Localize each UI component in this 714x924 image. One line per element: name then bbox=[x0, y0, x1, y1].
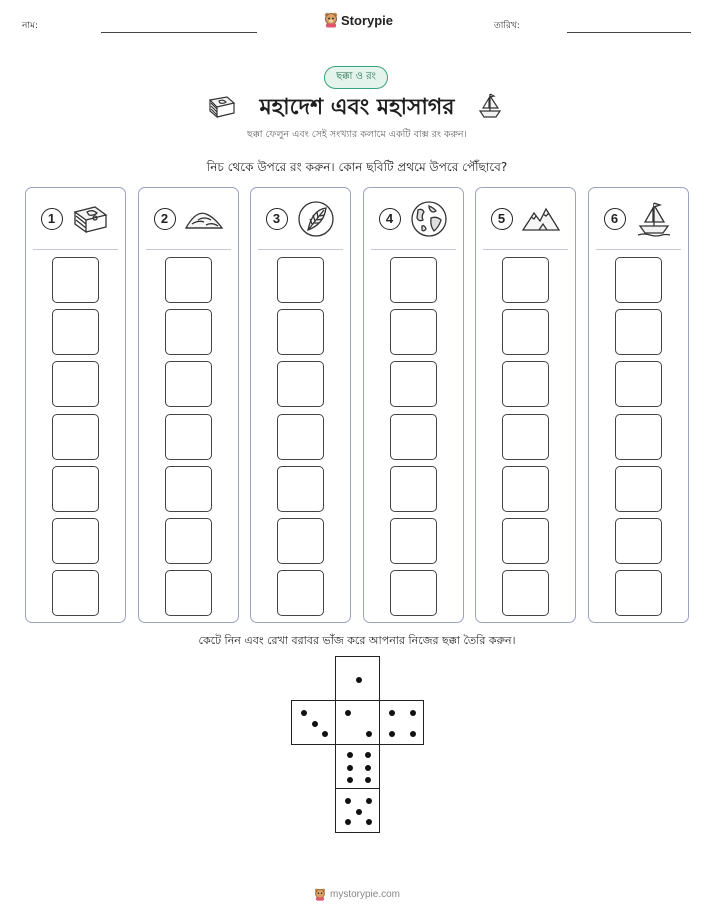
color-box[interactable] bbox=[615, 309, 662, 355]
die-pip bbox=[389, 731, 395, 737]
color-box[interactable] bbox=[165, 309, 212, 355]
column-divider bbox=[483, 249, 568, 250]
column-divider bbox=[146, 249, 231, 250]
color-box[interactable] bbox=[52, 414, 99, 460]
color-box[interactable] bbox=[502, 518, 549, 564]
column-header bbox=[251, 200, 350, 238]
color-column-5 bbox=[475, 187, 576, 623]
die-pip bbox=[356, 809, 362, 815]
column-header bbox=[139, 200, 238, 238]
die-pip bbox=[410, 731, 416, 737]
color-box[interactable] bbox=[615, 570, 662, 616]
column-divider bbox=[33, 249, 118, 250]
worksheet-subtitle: ছক্কা ফেলুন এবং সেই সংখ্যার কলামে একটি বাক্স রং করুন। bbox=[247, 129, 467, 140]
die-pip bbox=[301, 710, 307, 716]
name-label: নাম: bbox=[22, 21, 39, 31]
die-face-2 bbox=[335, 700, 380, 745]
sailboat-icon bbox=[634, 200, 674, 238]
color-box[interactable] bbox=[277, 466, 324, 512]
column-divider bbox=[371, 249, 456, 250]
color-box[interactable] bbox=[52, 518, 99, 564]
color-column-1 bbox=[25, 187, 126, 623]
color-box[interactable] bbox=[165, 570, 212, 616]
die-pip bbox=[365, 752, 371, 758]
bear-mascot-icon-footer bbox=[314, 888, 326, 901]
color-column-6 bbox=[588, 187, 689, 623]
color-box[interactable] bbox=[52, 466, 99, 512]
color-box[interactable] bbox=[52, 309, 99, 355]
die-pip bbox=[389, 710, 395, 716]
color-column-2 bbox=[138, 187, 239, 623]
color-column-3 bbox=[250, 187, 351, 623]
color-box[interactable] bbox=[615, 414, 662, 460]
bear-mascot-icon bbox=[324, 12, 338, 28]
game-type-badge: ছক্কা ও রং bbox=[324, 66, 388, 89]
color-box[interactable] bbox=[165, 518, 212, 564]
column-header bbox=[364, 200, 463, 238]
color-box[interactable] bbox=[390, 466, 437, 512]
die-pip bbox=[366, 798, 372, 804]
color-box[interactable] bbox=[277, 309, 324, 355]
atlas-book-icon bbox=[71, 200, 111, 238]
desert-dune-icon bbox=[184, 200, 224, 238]
color-box[interactable] bbox=[502, 257, 549, 303]
die-face-4 bbox=[379, 700, 424, 745]
globe-icon bbox=[409, 200, 449, 238]
color-box[interactable] bbox=[277, 570, 324, 616]
color-box[interactable] bbox=[502, 309, 549, 355]
color-box[interactable] bbox=[390, 570, 437, 616]
die-pip bbox=[312, 721, 318, 727]
color-box[interactable] bbox=[615, 257, 662, 303]
column-divider bbox=[258, 249, 343, 250]
date-line[interactable] bbox=[567, 32, 691, 33]
color-box[interactable] bbox=[277, 518, 324, 564]
column-number: 4 bbox=[379, 208, 401, 230]
color-box[interactable] bbox=[615, 361, 662, 407]
column-number: 6 bbox=[604, 208, 626, 230]
die-pip bbox=[322, 731, 328, 737]
color-box[interactable] bbox=[52, 257, 99, 303]
color-box[interactable] bbox=[615, 518, 662, 564]
die-pip bbox=[366, 819, 372, 825]
die-pip bbox=[345, 798, 351, 804]
column-number: 5 bbox=[491, 208, 513, 230]
die-face-1 bbox=[335, 656, 380, 701]
cut-fold-instruction: কেটে নিন এবং রেখা বরাবর ভাঁজ করে আপনার নিজের ছক্কা তৈরি করুন। bbox=[198, 634, 516, 647]
footer-url: mystorypie.com bbox=[329, 889, 400, 900]
mountains-icon bbox=[521, 200, 561, 238]
die-pip bbox=[347, 752, 353, 758]
die-face-6 bbox=[335, 744, 380, 789]
color-box[interactable] bbox=[390, 414, 437, 460]
column-header bbox=[589, 200, 688, 238]
column-number: 3 bbox=[266, 208, 288, 230]
color-box[interactable] bbox=[165, 361, 212, 407]
color-box[interactable] bbox=[52, 570, 99, 616]
die-pip bbox=[345, 710, 351, 716]
die-pip bbox=[366, 731, 372, 737]
color-box[interactable] bbox=[502, 361, 549, 407]
color-box[interactable] bbox=[165, 466, 212, 512]
die-face-3 bbox=[291, 700, 336, 745]
die-pip bbox=[347, 777, 353, 783]
die-pip bbox=[365, 765, 371, 771]
color-box[interactable] bbox=[502, 414, 549, 460]
color-box[interactable] bbox=[277, 414, 324, 460]
sailboat-icon-title bbox=[477, 92, 503, 120]
die-face-5 bbox=[335, 788, 380, 833]
worksheet-title: মহাদেশ এবং মহাসাগর bbox=[259, 95, 455, 120]
color-box[interactable] bbox=[52, 361, 99, 407]
brand-logo bbox=[324, 12, 393, 28]
column-number: 2 bbox=[154, 208, 176, 230]
color-box[interactable] bbox=[390, 309, 437, 355]
color-box[interactable] bbox=[165, 257, 212, 303]
color-box[interactable] bbox=[615, 466, 662, 512]
color-box[interactable] bbox=[165, 414, 212, 460]
column-header bbox=[476, 200, 575, 238]
name-line[interactable] bbox=[101, 32, 257, 33]
column-header bbox=[26, 200, 125, 238]
color-box[interactable] bbox=[502, 466, 549, 512]
die-pip bbox=[410, 710, 416, 716]
die-pip bbox=[356, 677, 362, 683]
die-pip bbox=[345, 819, 351, 825]
color-box[interactable] bbox=[390, 361, 437, 407]
date-label: তারিখ: bbox=[494, 21, 520, 31]
color-box[interactable] bbox=[277, 257, 324, 303]
die-pip bbox=[347, 765, 353, 771]
coloring-instruction: নিচ থেকে উপরে রং করুন। কোন ছবিটি প্রথমে উপরে পৌঁছাবে? bbox=[206, 160, 508, 174]
column-number: 1 bbox=[41, 208, 63, 230]
color-box[interactable] bbox=[390, 518, 437, 564]
color-box[interactable] bbox=[277, 361, 324, 407]
color-box[interactable] bbox=[390, 257, 437, 303]
color-box[interactable] bbox=[502, 570, 549, 616]
die-pip bbox=[365, 777, 371, 783]
brand-name: Storypie bbox=[341, 12, 394, 28]
column-divider bbox=[596, 249, 681, 250]
footer bbox=[0, 888, 714, 901]
leaf-icon bbox=[296, 200, 336, 238]
color-column-4 bbox=[363, 187, 464, 623]
